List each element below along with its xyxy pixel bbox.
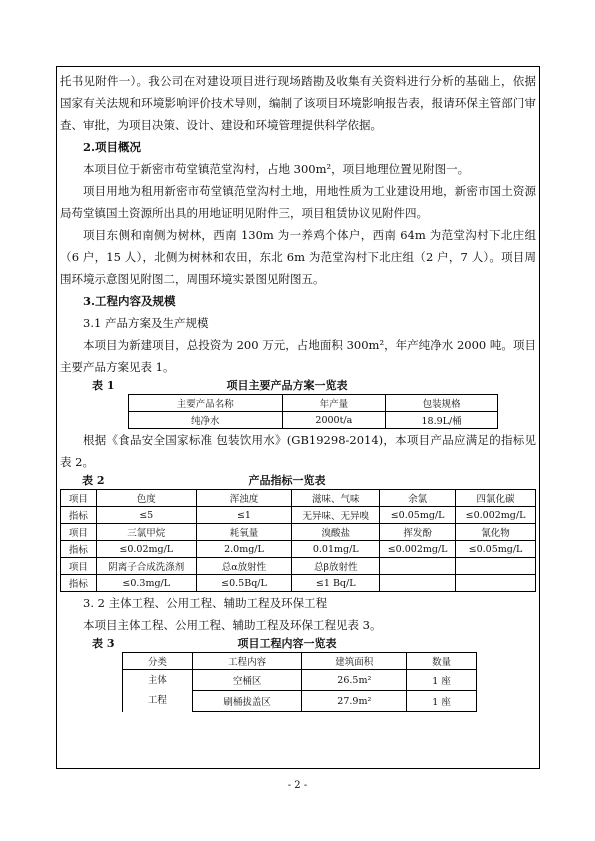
table-category-cell (123, 670, 193, 712)
table-row (61, 575, 536, 592)
table-cell: 浑浊度 (196, 490, 292, 507)
table1-caption (60, 378, 536, 394)
table2-number: 表 2 (82, 474, 105, 487)
table-cell: 耗氧量 (196, 524, 292, 541)
table-product-plan (128, 394, 498, 429)
table2-caption (60, 473, 536, 489)
table-cell: 27.9m² (302, 691, 407, 712)
table-cell: ≤0.05mg/L (456, 541, 536, 558)
table-row (129, 412, 498, 429)
table-cell: 挥发酚 (380, 524, 456, 541)
table-cell: ≤0.002mg/L (456, 507, 536, 524)
table-cell (380, 558, 456, 575)
table1-number: 表 1 (92, 379, 115, 392)
table-cell: 阴离子合成洗涤剂 (96, 558, 196, 575)
table-cell: ≤1 Bq/L (292, 575, 380, 592)
paragraph-engineering: 本项目主体工程、公用工程、辅助工程及环保工程见表 3。 (83, 618, 382, 632)
category-line: 工程 (147, 694, 167, 706)
paragraph-intro: 托书见附件一）。我公司在对建设项目进行现场踏勘及收集有关资料进行分析的基础上，依据国家有关法规和环境影响评价技术导则，编制了该项目环境影响报告表，报请环保主管部门审查、审批，为项目决策、设计、建设和环境管理提供科学依据。 (60, 74, 536, 132)
table-engineering-content (122, 652, 477, 712)
table-cell: ≤0.3mg/L (96, 575, 196, 592)
table-header-cell: 主要产品名称 (129, 395, 283, 412)
table-cell: 余氯 (380, 490, 456, 507)
table-cell: 三氯甲烷 (96, 524, 196, 541)
table-row (61, 524, 536, 541)
table-cell: 1 座 (407, 670, 477, 691)
table-cell: 纯净水 (129, 412, 283, 429)
table-cell: 四氯化碳 (456, 490, 536, 507)
table-row (61, 490, 536, 507)
table-cell: 项目 (61, 490, 97, 507)
table-cell: 指标 (61, 575, 97, 592)
table-cell: 无异味、无异嗅 (292, 507, 380, 524)
table-cell: 空桶区 (192, 670, 302, 691)
table-cell: 2000t/a (282, 412, 386, 429)
table3-title: 项目工程内容一览表 (237, 637, 337, 650)
heading-project-overview: 2.项目概况 (83, 140, 142, 154)
table-cell: 指标 (61, 541, 97, 558)
table-cell: 氰化物 (456, 524, 536, 541)
paragraph-surroundings: 项目东侧和南侧为树林，西南 130m 为一养鸡个体户，西南 64m 为范堂沟村下北庄组（6 户，15 人），北侧为树林和农田，东北 6m 为范堂沟村下北庄组（2 户，7 人）。项目周围环境示意图见附图二，周围环境实景图见附图五。 (60, 228, 536, 286)
table-cell: 26.5m² (302, 670, 407, 691)
table-cell (456, 575, 536, 592)
table-cell: 色度 (96, 490, 196, 507)
table-cell (456, 558, 536, 575)
table-cell: 滋味、气味 (292, 490, 380, 507)
table-header-cell: 建筑面积 (302, 653, 407, 670)
paragraph-land-use: 项目用地为租用新密市苟堂镇范堂沟村土地，用地性质为工业建设用地，新密市国土资源局苟堂镇国土资源所出具的用地证明见附件三，项目租赁协议见附件四。 (60, 184, 536, 220)
table1-title: 项目主要产品方案一览表 (226, 379, 348, 392)
category-line: 主体 (147, 674, 167, 686)
table-row (123, 670, 477, 691)
document-body (60, 70, 536, 712)
paragraph-standard: 根据《食品安全国家标准 包装饮用水》(GB19298-2014)，本项目产品应满足的指标见表 2。 (60, 433, 536, 469)
table-cell: ≤1 (196, 507, 292, 524)
table3-number: 表 3 (92, 637, 115, 650)
page-number: - 2 - (287, 780, 308, 791)
table-cell: 总α放射性 (196, 558, 292, 575)
table-header-cell: 包装规格 (386, 395, 498, 412)
table-cell: ≤0.5Bq/L (196, 575, 292, 592)
table-header-cell: 数量 (407, 653, 477, 670)
table-cell: ≤0.002mg/L (380, 541, 456, 558)
table-cell: 2.0mg/L (196, 541, 292, 558)
table-product-indicators (60, 489, 536, 592)
table-row (61, 558, 536, 575)
table-row (61, 541, 536, 558)
table-cell: 项目 (61, 524, 97, 541)
table-header-row (123, 653, 477, 670)
paragraph-product-plan: 本项目为新建项目，总投资为 200 万元，占地面积 300m²，年产纯净水 2000 吨。项目主要产品方案见表 1。 (60, 338, 536, 374)
heading-engineering-scope: 3.工程内容及规模 (83, 294, 176, 308)
table-cell: 1 座 (407, 691, 477, 712)
table-row (61, 507, 536, 524)
table-cell: ≤0.05mg/L (380, 507, 456, 524)
table-header-cell: 分类 (123, 653, 193, 670)
subheading-engineering: 3. 2 主体工程、公用工程、辅助工程及环保工程 (83, 596, 328, 610)
table-cell: ≤5 (96, 507, 196, 524)
table-cell: 项目 (61, 558, 97, 575)
table-cell: 18.9L/桶 (386, 412, 498, 429)
paragraph-location: 本项目位于新密市苟堂镇范堂沟村，占地 300m²，项目地理位置见附图一。 (83, 162, 470, 176)
table-header-cell: 工程内容 (192, 653, 302, 670)
table-cell: 溴酸盐 (292, 524, 380, 541)
table-cell: 刷桶拔盖区 (192, 691, 302, 712)
table-cell: 总β放射性 (292, 558, 380, 575)
table-cell: 0.01mg/L (292, 541, 380, 558)
table-cell (380, 575, 456, 592)
table-cell: 指标 (61, 507, 97, 524)
table-header-row (129, 395, 498, 412)
table2-title: 产品指标一览表 (248, 474, 326, 487)
table3-caption (60, 636, 536, 652)
table-cell: ≤0.02mg/L (96, 541, 196, 558)
table-header-cell: 年产量 (282, 395, 386, 412)
subheading-product-plan: 3.1 产品方案及生产规模 (83, 316, 209, 330)
